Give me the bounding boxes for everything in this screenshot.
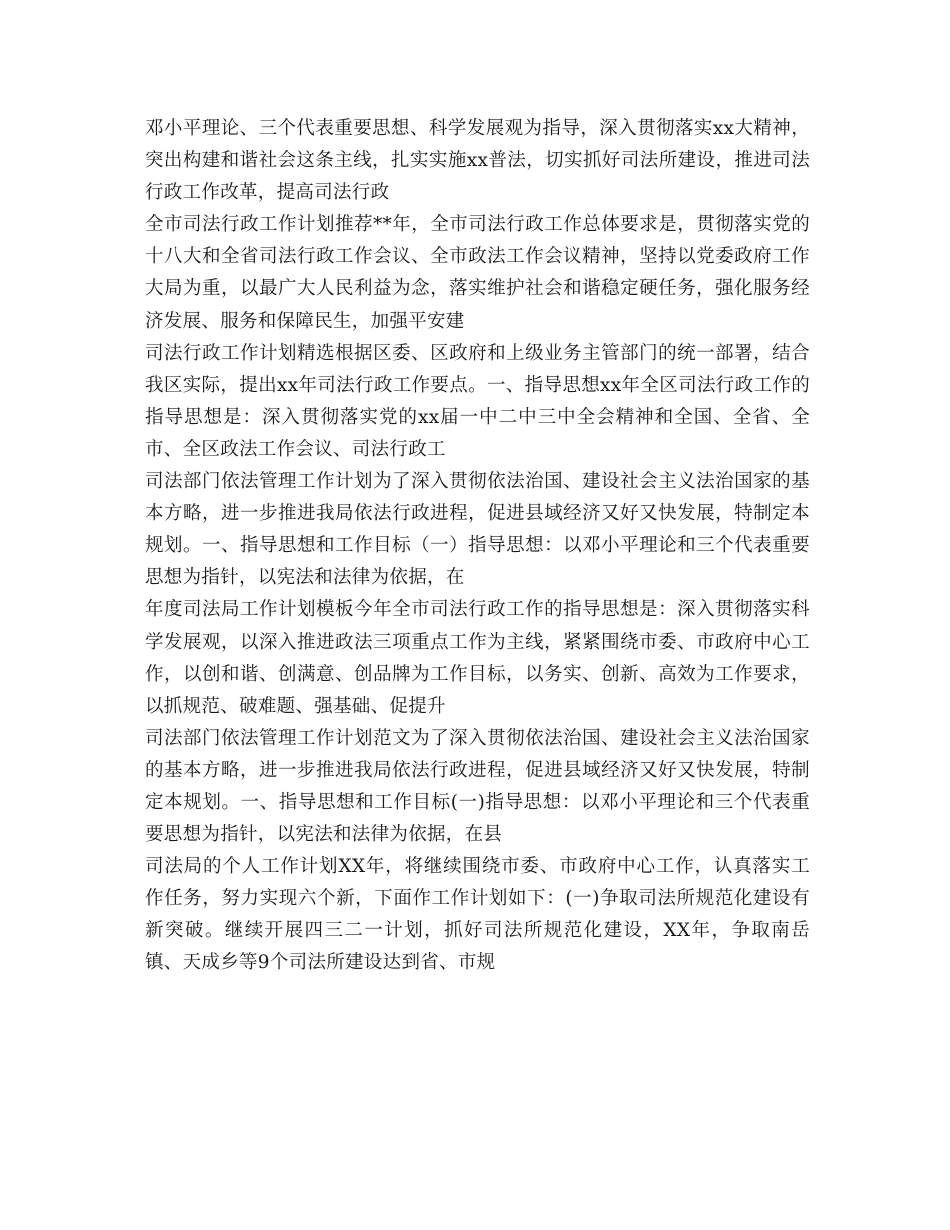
paragraph-3: 司法行政工作计划精选根据区委、区政府和上级业务主管部门的统一部署，结合我区实际，提出xx年司法行政工作要点。一、指导思想xx年全区司法行政工作的指导思想是：深入贯彻落实党的xx届一中二中三中全会精神和全国、全省、全市、全区政法工作会议、司法行政工 [145,342,810,460]
paragraph-7: 司法局的个人工作计划XX年，将继续围绕市委、市政府中心工作，认真落实工作任务，努力实现六个新，下面作工作计划如下：(一)争取司法所规范化建设有新突破。继续开展四三二一计划，抓好司法所规范化建设，XX年，争取南岳镇、天成乡等9个司法所建设达到省、市规 [145,856,810,974]
paragraph-6: 司法部门依法管理工作计划范文为了深入贯彻依法治国、建设社会主义法治国家的基本方略，进一步推进我局依法行政进程，促进县域经济又好又快发展，特制定本规划。一、指导思想和工作目标(一)指导思想：以邓小平理论和三个代表重要思想为指针，以宪法和法律为依据，在县 [145,727,810,846]
paragraph-5: 年度司法局工作计划模板今年全市司法行政工作的指导思想是：深入贯彻落实科学发展观，以深入推进政法三项重点工作为主线，紧紧围绕市委、市政府中心工作，以创和谐、创满意、创品牌为工作目标，以务实、创新、高效为工作要求，以抓规范、破难题、强基础、促提升 [145,599,810,717]
document-body [145,113,810,980]
paragraph-1: 邓小平理论、三个代表重要思想、科学发展观为指导，深入贯彻落实xx大精神，突出构建和谐社会这条主线，扎实实施xx普法，切实抓好司法所建设，推进司法行政工作改革，提高司法行政 [145,118,810,204]
paragraph-4: 司法部门依法管理工作计划为了深入贯彻依法治国、建设社会主义法治国家的基本方略，进一步推进我局依法行政进程，促进县域经济又好又快发展，特制定本规划。一、指导思想和工作目标（一）指导思想：以邓小平理论和三个代表重要思想为指针，以宪法和法律为依据，在 [145,471,810,589]
paragraph-2: 全市司法行政工作计划推荐**年，全市司法行政工作总体要求是，贯彻落实党的十八大和全省司法行政工作会议、全市政法工作会议精神，坚持以党委政府工作大局为重，以最广大人民利益为念，落实维护社会和谐稳定硬任务，强化服务经济发展、服务和保障民生，加强平安建 [145,214,810,332]
